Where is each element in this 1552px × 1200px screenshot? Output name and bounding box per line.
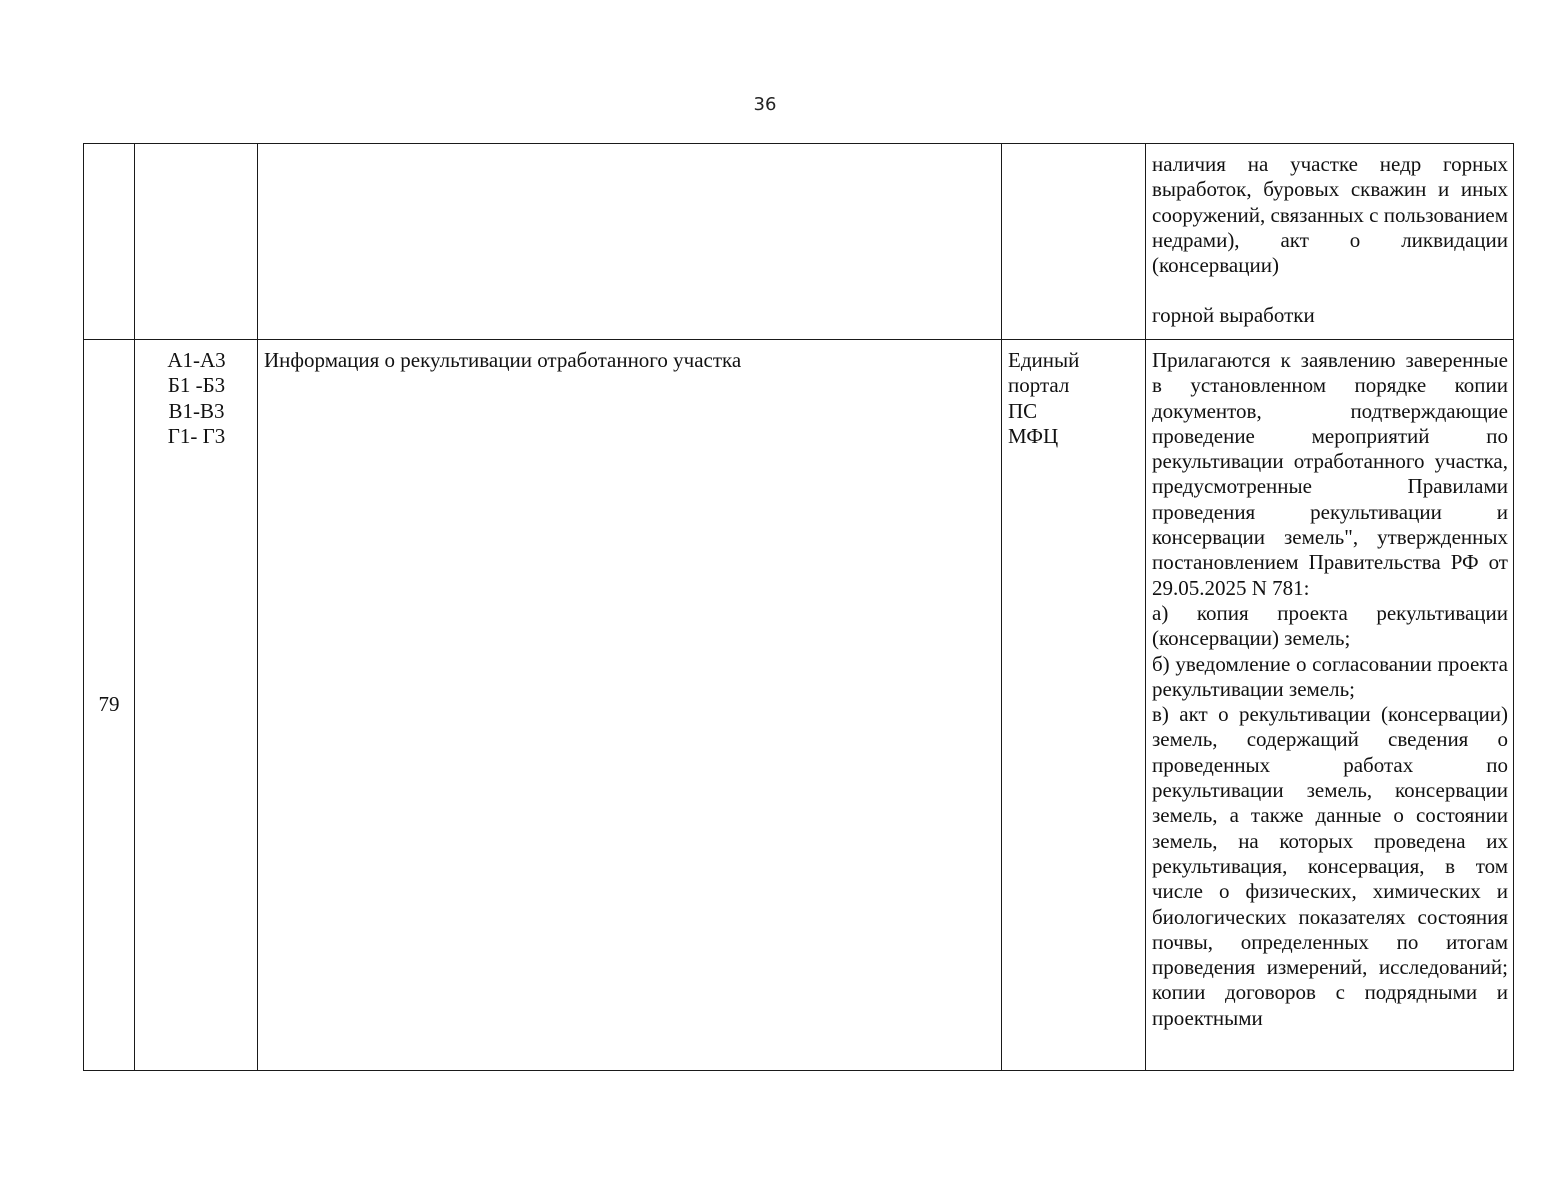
table-row-continuation [84,144,1514,340]
code-item: В1-В3 [168,398,225,423]
page-number: 36 [753,94,777,115]
cell-document-name: Информация о рекультивации отработанного участка [258,340,1002,1071]
cell-name-empty [258,144,1002,340]
description-intro: Прилагаются к заявлению заверенные в установленном порядке копии документов, подтверждающие проведение мероприятий по рекультивации отработанного участка, предусмотренные Правилами проведения рекультивации и консервации земель", утвержденных постановлением Правительства РФ от 29.05.2025 N 781: [1152,348,1508,600]
source-item: ПС [1008,398,1038,423]
table-row-79 [84,340,1514,1071]
code-item: Г1- Г3 [167,423,226,448]
description-gap [1152,278,1508,303]
cell-codes-empty [135,144,258,340]
documents-table [83,143,1514,1071]
cell-source-empty [1002,144,1146,340]
description-item-c: в) акт о рекультивации (консервации) земель, содержащий сведения о проведенных работах по рекультивации земель, консервации земель, а также данные о состоянии земель, на которых проведена их рекультивация, консервация, в том числе о физических, химических и биологических показателях состояния почвы, определенных по итогам проведения измерений, исследований; копии договоров с подрядными и проектными [1152,702,1508,1030]
description-text-part1: наличия на участке недр горных выработок, буровых скважин и иных сооружений, связанных с пользованием недрами), акт о ликвидации (консервации) [1152,152,1508,278]
cell-row-number: 79 [84,340,135,1071]
source-item: МФЦ [1008,423,1059,448]
code-item: А1-А3 [167,348,226,372]
cell-description-continuation [1146,144,1514,340]
description-item-a: а) копия проекта рекультивации (консервации) земель; [1152,600,1508,651]
cell-description [1146,340,1514,1071]
source-item: Единый [1008,348,1080,372]
cell-sources [1002,340,1146,1071]
cell-number-empty [84,144,135,340]
cell-codes [135,340,258,1071]
description-text-part2: горной выработки [1152,303,1315,328]
code-item: Б1 -Б3 [167,373,226,398]
source-item: портал [1008,373,1070,398]
description-item-b: б) уведомление о согласовании проекта рекультивации земель; [1152,651,1508,701]
